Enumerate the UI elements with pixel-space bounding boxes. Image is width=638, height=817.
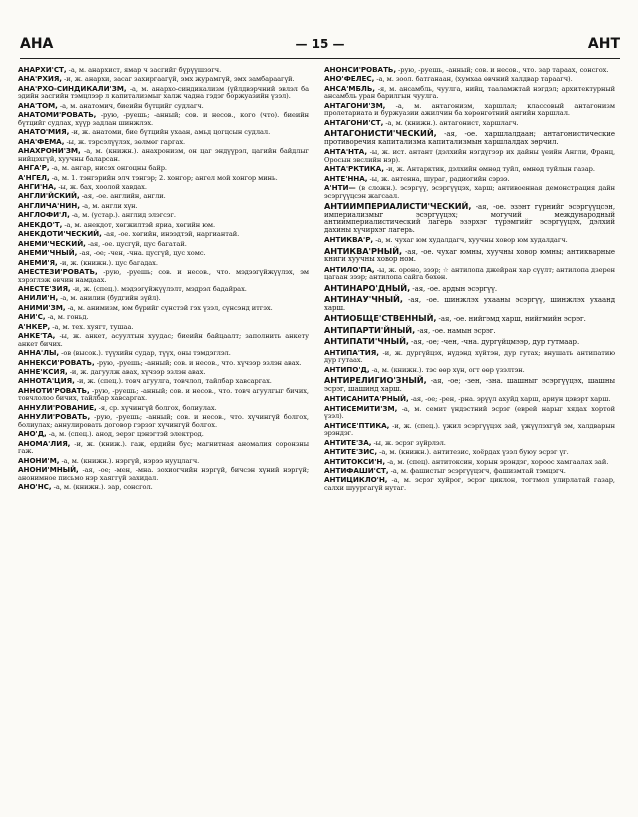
entry-definition: -рую, -руешь; -анный; сов. и несов., что. хүчингүй болгох, болиулах; аннулировать договор гэрээг хүчингүй болгох.	[18, 413, 309, 429]
entry-headword: АНЕМИ'Я,	[18, 257, 58, 267]
entry-headword: АНЕКДОТИ'ЧЕСКИЙ,	[18, 229, 102, 239]
entry-headword: АНТИКВА'Р,	[324, 235, 374, 245]
entry-definition: -ая, -ое; -рен, -рна. эрүүл ахуйд харш, ариун цэвэрт харш.	[410, 395, 611, 404]
entry-headword: АНТИТЕ'ЗА,	[324, 437, 372, 447]
entry-definition: -ая, -ое. харшлалдаан; антагонистические противоречия капитализма капитализмын харшлалдах зөрчил.	[324, 130, 615, 146]
right-column	[324, 66, 615, 806]
dictionary-entry	[18, 294, 309, 303]
dictionary-entry	[324, 66, 615, 75]
entry-definition: -рую, -руешь; -анный; сов. и несов., что. хүчээр эзлэн авах.	[96, 358, 302, 367]
entry-headword: АННУЛИ'РОВАНИЕ,	[18, 402, 97, 412]
dictionary-entry	[324, 245, 615, 264]
entry-headword: АНТИПАРТИ'ЙНЫЙ,	[324, 324, 416, 335]
dictionary-entry	[18, 183, 309, 192]
entry-headword: АНО'Д,	[18, 429, 47, 439]
entry-headword: АННУЛИ'РОВАТЬ,	[18, 412, 91, 422]
entry-definition: -ая, -ое; -чен, -чна. дургүйцмээр, дур гутмаар.	[411, 338, 580, 347]
header-rule	[20, 58, 620, 59]
dictionary-entry	[324, 85, 615, 101]
entry-headword: АНТИСЕ'ПТИКА,	[324, 420, 390, 430]
entry-definition: -ая, -ое; -мен, -мна. зохиогчийн нэргүй, бичсэн хүний нэргүй; анонимное письмо нэр хаяггүй захидал.	[18, 466, 309, 482]
page-header	[20, 34, 620, 56]
entry-headword: АНГЛИ'ЙСКИЙ,	[18, 191, 80, 201]
entry-definition: -рую, -руешь; -анный; сов. и несов., что. товч агуулгыг бичих, товчлолоо бичих, тайлбар хавсаргах.	[18, 386, 309, 403]
entry-definition: -а, м. анархист, ямар ч засгийг бүрүүшээгч.	[68, 66, 222, 74]
entry-definition: -а, м. анилин (будгийн зүйл).	[60, 294, 161, 303]
entry-definition: -а, м. анекдот, хөгжилтэй яриа, хөгийн юм.	[64, 220, 216, 229]
entry-definition: -ая, -ое. английн, англи.	[81, 192, 166, 201]
entry-headword: АНИ'С,	[18, 312, 46, 322]
entry-headword: АНТИНАРО'ДНЫЙ,	[324, 282, 411, 293]
entry-definition: -и, ж. (спец.). үжил эсэргүүцэх зай, үжүүлэхгүй эм, халдварын эрэндэг.	[324, 421, 615, 438]
entry-definition: -а, м. (книжн.). нэргүй, нэрээ нууцлагч.	[61, 456, 200, 465]
entry-headword: АНТИСАНИТА'РНЫЙ,	[324, 394, 409, 404]
entry-definition: -а, м. эсрэг хуйрог, эсрэг циклон, тогтмол улирлатай газар, салхи шуургагүй нутаг.	[324, 476, 615, 492]
entry-headword: А'НГЕЛ,	[18, 172, 50, 182]
dictionary-entry	[324, 366, 615, 375]
entry-definition: -а, м. (устар.). англид элэгсэг.	[71, 211, 176, 220]
dictionary-entry	[18, 404, 309, 413]
dictionary-entry	[18, 387, 309, 403]
entry-definition: -а, м. чухаг юм худалдагч, хуучны ховор юм худалдагч.	[375, 236, 568, 245]
dictionary-entry	[18, 359, 309, 368]
entry-definition: -и, ж. (книжн.). цус багадах.	[59, 258, 158, 267]
entry-headword: АНА'ФЕМА,	[18, 136, 65, 146]
dictionary-entry	[18, 249, 309, 258]
entry-headword: АННОТА'ЦИЯ,	[18, 376, 75, 386]
entry-headword: АНТИОБЩЕ'СТВЕННЫЙ,	[324, 313, 437, 324]
right-running-headword: АНТ	[587, 36, 620, 52]
dictionary-entry	[18, 440, 309, 456]
dictionary-entry	[18, 332, 309, 348]
entry-definition: -и, ж. (спец.). мэдээгүйжүүлэлт, мэдрэл бадайрах.	[72, 284, 247, 293]
entry-headword: АНТИТЕ'ЗИС,	[324, 447, 378, 457]
entry-headword: А'НТИ—	[324, 183, 356, 193]
entry-headword: АНАТОМИ'РОВАТЬ,	[18, 110, 97, 120]
entry-headword: АНТА'НТА,	[324, 147, 368, 157]
dictionary-entry	[324, 439, 615, 448]
dictionary-entry	[18, 174, 309, 183]
entry-headword: АНАХРОНИ'ЗМ,	[18, 146, 81, 156]
entry-headword: АНКЕ'ТА,	[18, 331, 56, 341]
entry-headword: А'НКЕР,	[18, 321, 51, 331]
entry-definition: -ая, -ое; -чен, -чна. цусгүй, цус хомс.	[79, 249, 206, 258]
dictionary-entry	[324, 338, 615, 347]
entry-definition: -а, м. (спец). антитоксин, хорын эрэндэг, хороос хамгаалах зай.	[387, 457, 609, 466]
entry-headword: АНОНСИ'РОВАТЬ,	[324, 66, 397, 74]
entry-headword: АНТИРЕЛИГИО'ЗНЫЙ,	[324, 375, 427, 386]
dictionary-entry	[324, 203, 615, 234]
entry-headword: АНТАГОНИСТИ'ЧЕСКИЙ,	[324, 128, 437, 139]
left-column	[18, 66, 309, 806]
dictionary-entry	[18, 466, 309, 482]
entry-definition: -ая, -ое. цусгүй, цус багатай.	[87, 239, 187, 248]
dictionary-entry	[18, 75, 309, 84]
entry-definition: -ы, ж. эсрэг зүйрлэл.	[373, 438, 446, 447]
entry-definition: -а, м. ангар, нисэх онгоцны байр.	[51, 164, 167, 173]
dictionary-entry	[18, 349, 309, 358]
entry-definition: -ая, -ое. нийгэмд харш, нийгмийн эсрэг.	[438, 315, 586, 324]
entry-headword: АНЕМИ'ЧНЫЙ,	[18, 248, 78, 258]
entry-headword: АННЕ'КСИЯ,	[18, 366, 68, 376]
dictionary-entry	[324, 119, 615, 128]
entry-definition: -ов (высок.). түүхийн судар, түүх, оны тэмдэглэл.	[61, 349, 231, 358]
dictionary-entry	[324, 324, 615, 336]
dictionary-entry	[18, 285, 309, 294]
dictionary-entry	[324, 405, 615, 421]
dictionary-entry	[324, 102, 615, 118]
entry-definition: -ы, ж. ист. антант (дэлхийн нэгдүгээр их дайны үеийн Англи, Франц, Оросын эвслийн нэр).	[324, 148, 615, 164]
entry-definition: -ая, -ое. чухаг юмны, хуучны ховор юмны; антикварные книги хуучны ховор ном.	[324, 247, 615, 264]
dictionary-entry	[324, 349, 615, 365]
entry-headword: АНА'РХИЯ,	[18, 74, 62, 84]
entry-definition: -а, м. анатомич, биеийн бүтцийг судлагч.	[59, 101, 204, 110]
entry-definition: -а, м. гоньд.	[47, 313, 89, 322]
entry-definition: -рую, -руешь; сов. и несов., что. мэдээгүйжүүлэх, эм хэрэглэж өвчин намдаах.	[18, 267, 309, 284]
dictionary-entry	[324, 75, 615, 84]
dictionary-entry	[18, 259, 309, 268]
dictionary-entry	[18, 66, 309, 75]
dictionary-entry	[324, 476, 615, 492]
dictionary-entry	[18, 368, 309, 377]
entry-definition: -а, м. анимизм, юм бүрийг сүнстэй гэх үзэл, сүнсэнд итгэх.	[67, 303, 273, 312]
entry-headword: АНИМИ'ЗМ,	[18, 302, 66, 312]
dictionary-entry	[18, 413, 309, 429]
entry-headword: АНОНИ'М,	[18, 455, 60, 465]
entry-headword: АНО'НС,	[18, 482, 52, 492]
entry-definition: -и, ж. (спец.). товч агуулга, товчлол, тайлбар хавсаргах.	[76, 377, 272, 386]
entry-definition: -я, м. ансамбль, чуулга, нийц, тааламжтай нэгдэл; архитектурный ансамбль уран барилгын чуулга.	[324, 84, 615, 101]
dictionary-entry	[18, 268, 309, 284]
entry-headword: АНГЛОФИ'Л,	[18, 210, 70, 220]
dictionary-entry	[324, 448, 615, 457]
dictionary-entry	[324, 315, 615, 324]
entry-headword: АННА'ЛЫ,	[18, 348, 60, 358]
entry-headword: АНТИФАШИ'СТ,	[324, 465, 389, 475]
entry-definition: -ая, -ое. ардын эсэргүү.	[412, 284, 498, 293]
entry-definition: -и, ж. (книж.). гаж, ердийн бус; магнитная аномалия соронзны гаж.	[18, 439, 309, 456]
dictionary-entry	[18, 147, 309, 163]
entry-headword: АНЕСТЕЗИ'РОВАТЬ,	[18, 266, 98, 276]
left-running-headword: АНА	[20, 36, 54, 52]
dictionary-entry	[18, 313, 309, 322]
dictionary-entry	[324, 296, 615, 312]
entry-headword: АНТИЦИКЛО'Н,	[324, 475, 388, 485]
entry-definition: -рую, -руешь, -анный; сов. и несов., что. зар тараах, сонсгох.	[398, 66, 609, 74]
dictionary-entry	[324, 165, 615, 174]
entry-headword: АНЕКДО'Т,	[18, 219, 63, 229]
entry-definition: -а, м. фашистыг эсэргүүцэгч, фашизмтай тэмцэгч.	[390, 466, 566, 475]
entry-headword: АНО'ФЕЛЕС,	[324, 74, 375, 84]
entry-definition: -а, м. тех. хуягт, тушаа.	[52, 322, 134, 331]
entry-definition: -а, м. (книжн.). тэс өөр хүн, огт өөр үзэлтэн.	[371, 365, 525, 374]
entry-definition: -ы, ж. ороно, зээр; ☆ антилопа джейран хар сүүлт; антилопа дзерен цагаан зээр; антилопа сайга бөхөн.	[324, 265, 615, 282]
dictionary-entry	[18, 164, 309, 173]
dictionary-entry	[324, 377, 615, 393]
dictionary-entry	[18, 377, 309, 386]
entry-definition: -и, ж. анатоми, бие бүтцийн ухаан, амьд цогцсын судлал.	[71, 128, 271, 137]
entry-headword: АНТЕ'ННА,	[324, 173, 368, 183]
entry-definition: -а, м. 1. тэнгэрийн элч тэнгэр; 2. хонгор; ангел мой хонгор минь.	[51, 173, 278, 182]
dictionary-entry	[18, 221, 309, 230]
entry-definition: -а, м. (книжн.). анахронизм, он цаг эндүүрэл, цагийн байдлыг нийцэхгүй, хуучны баларсан.	[18, 147, 309, 163]
entry-definition: -и, ж. Антарктик, дэлхийн өмнөд туйл, өмнөд туйлын газар.	[385, 165, 595, 174]
entry-headword: АНА'ТОМ,	[18, 100, 58, 110]
entry-definition: -ы, ж. бах, хоолой хавдах.	[58, 183, 147, 192]
dictionary-entry	[324, 148, 615, 164]
dictionary-entry	[18, 138, 309, 147]
entry-headword: АНАТО'МИЯ,	[18, 127, 70, 137]
dictionary-entry	[324, 175, 615, 184]
entry-definition: -я, ср. хүчингүй болгох, болиулах.	[98, 403, 217, 412]
entry-headword: АНГЛИЧА'НИН,	[18, 200, 80, 210]
entry-definition: -рую, -руешь; -анный; сов. и несов., кого (что). биеийн бүтцийг судлах, хүүр задлан шинжлэх.	[18, 111, 309, 127]
dictionary-entry	[18, 211, 309, 220]
dictionary-entry	[324, 266, 615, 282]
entry-headword: АНЕСТЕ'ЗИЯ,	[18, 283, 71, 293]
dictionary-entry	[324, 236, 615, 245]
entry-headword: АНИЛИ'Н,	[18, 293, 59, 303]
entry-definition: -ая, -ое. эзэнт гүрнийг эсэргүүцсэн, империализмыг эсэргүүцэх; могучий международный антиимпериалистический лагерь эзэрхэг түрэмгийг эсэргүүцэх, дэлхий дахины хүчирхэг лагерь.	[324, 203, 615, 234]
entry-headword: АНТИПО'Д,	[324, 364, 370, 374]
entry-definition: -и, ж. анархи, засаг захиргаагүй, эмх журамгүй, эмх замбараагүй.	[64, 75, 295, 84]
dictionary-entry	[324, 282, 615, 294]
entry-definition: -а, м. (книжн.). антагонист, харшлагч.	[385, 118, 519, 127]
dictionary-entry	[324, 184, 615, 200]
entry-definition: -а, м. семит үндэстний эсрэг (еврей нарыг хядах хортой үзэл).	[324, 404, 615, 421]
entry-headword: АНТАГОНИ'СТ,	[324, 117, 384, 127]
dictionary-entry	[18, 240, 309, 249]
entry-headword: АНАРХИ'СТ,	[18, 66, 67, 74]
entry-headword: АНТИНАУ'ЧНЫЙ,	[324, 294, 403, 305]
dictionary-entry	[18, 128, 309, 137]
dictionary-entry	[18, 85, 309, 101]
entry-headword: АНСА'МБЛЬ,	[324, 83, 375, 93]
entry-definition: -ая, -ое; -зен, -зна. шашныг эсэргүүцэх, шашны эсрэг, шашинд харш.	[324, 377, 615, 393]
entry-definition: -и, ж. дагуулж авах, хүчээр эзлэн авах.	[69, 367, 206, 376]
entry-headword: АНГА'Р,	[18, 163, 50, 173]
entry-headword: АНТИПАТИ'ЧНЫЙ,	[324, 336, 409, 347]
entry-definition: (в сложн.). эсэргүү, эсэргүүцэх, харш; антивоенная демонстрация дайн эсэргүүцсэн жагсаал.	[324, 184, 615, 200]
entry-headword: АНТИПА'ТИЯ,	[324, 347, 379, 357]
dictionary-entry	[324, 422, 615, 438]
dictionary-entry	[18, 230, 309, 239]
entry-definition: -а, м. антагонизм, харшлал; классовый антагонизм пролетариата и буржуазии ажилчин ба хөрөнгөтний ангийн харшлал.	[324, 101, 615, 118]
entry-definition: -а, м. (книжн.). зар, сонсгол.	[53, 483, 153, 492]
entry-headword: АНТИТОКСИ'Н,	[324, 456, 386, 466]
entry-definition: -а, м. анархо-синдикализм (үйлдвэрчний эвлэл ба эдийн засгийн тэмцлээр л капитализмыг халж чадна гэдэг боржуазийн үзэл).	[18, 84, 309, 101]
dictionary-entry	[18, 430, 309, 439]
entry-definition: -ы, ж. анкет, асуултын хуудас; биеийн байцаалт; заполнить анкету анкет бичих.	[18, 332, 309, 348]
entry-headword: АНЕМИ'ЧЕСКИЙ,	[18, 238, 86, 248]
entry-headword: АННЕКСИ'РОВАТЬ,	[18, 357, 95, 367]
dictionary-entry	[18, 202, 309, 211]
dictionary-entry	[18, 323, 309, 332]
entry-definition: -а, м. англи хүн.	[81, 201, 138, 210]
entry-headword: АНТИСЕМИТИ'ЗМ,	[324, 403, 398, 413]
entry-definition: -ая, -ое. шинжлэх ухааны эсэргүү, шинжлэх ухаанд харш.	[324, 296, 615, 312]
entry-definition: -а, м. зоол. батганаан, (хумхаа өвчний халдвар тараагч).	[376, 75, 573, 84]
entry-headword: АНТА'РКТИКА,	[324, 164, 384, 174]
entry-headword: АНТИЛО'ПА,	[324, 264, 375, 274]
dictionary-entry	[18, 304, 309, 313]
entry-definition: -и, ж. дургүйцэх, нүдэнд хүйтэн, дур гутах; внушать антипатию дур гутаах.	[324, 348, 615, 365]
entry-headword: АНГИ'НА,	[18, 182, 57, 192]
dictionary-entry	[324, 467, 615, 476]
entry-headword: АНТАГОНИ'ЗМ,	[324, 100, 386, 110]
entry-headword: АННОТИ'РОВАТЬ,	[18, 385, 90, 395]
entry-definition: -а, м. (спец.). анод, эерэг цэнэгтэй электрод.	[48, 430, 204, 439]
entry-definition: -ая, -ое. хөгийн, инээдтэй, наргиантай.	[103, 230, 240, 239]
dictionary-entry	[18, 457, 309, 466]
dictionary-entry	[324, 395, 615, 404]
entry-definition: -а, м. (книжн.). антитезис, хоёрдах үзэл буюу эсрэг үг.	[379, 448, 569, 457]
dictionary-entry	[18, 111, 309, 127]
dictionary-entry	[324, 458, 615, 467]
entry-headword: АНОНИ'МНЫЙ,	[18, 465, 79, 475]
dictionary-entry	[18, 483, 309, 492]
page-number: — 15 —	[295, 37, 345, 51]
entry-definition: -ы, ж. тэрсэлүүлэх, зөлмөг гаргах.	[66, 137, 186, 146]
entry-headword: АНОМА'ЛИЯ,	[18, 438, 71, 448]
entry-definition: -ы, ж. антенна, шураг, радиогийн сэрээ.	[369, 174, 510, 183]
entry-headword: АНТИКВА'РНЫЙ,	[324, 245, 403, 256]
entry-headword: АНА'РХО-СИНДИКАЛИ'ЗМ,	[18, 83, 127, 93]
dictionary-entry	[18, 102, 309, 111]
entry-headword: АНТИИМПЕРИАЛИСТИ'ЧЕСКИЙ,	[324, 201, 472, 212]
entry-definition: -ая, -ое. намын эсрэг.	[417, 326, 496, 335]
dictionary-entry	[18, 192, 309, 201]
dictionary-entry	[324, 130, 615, 146]
